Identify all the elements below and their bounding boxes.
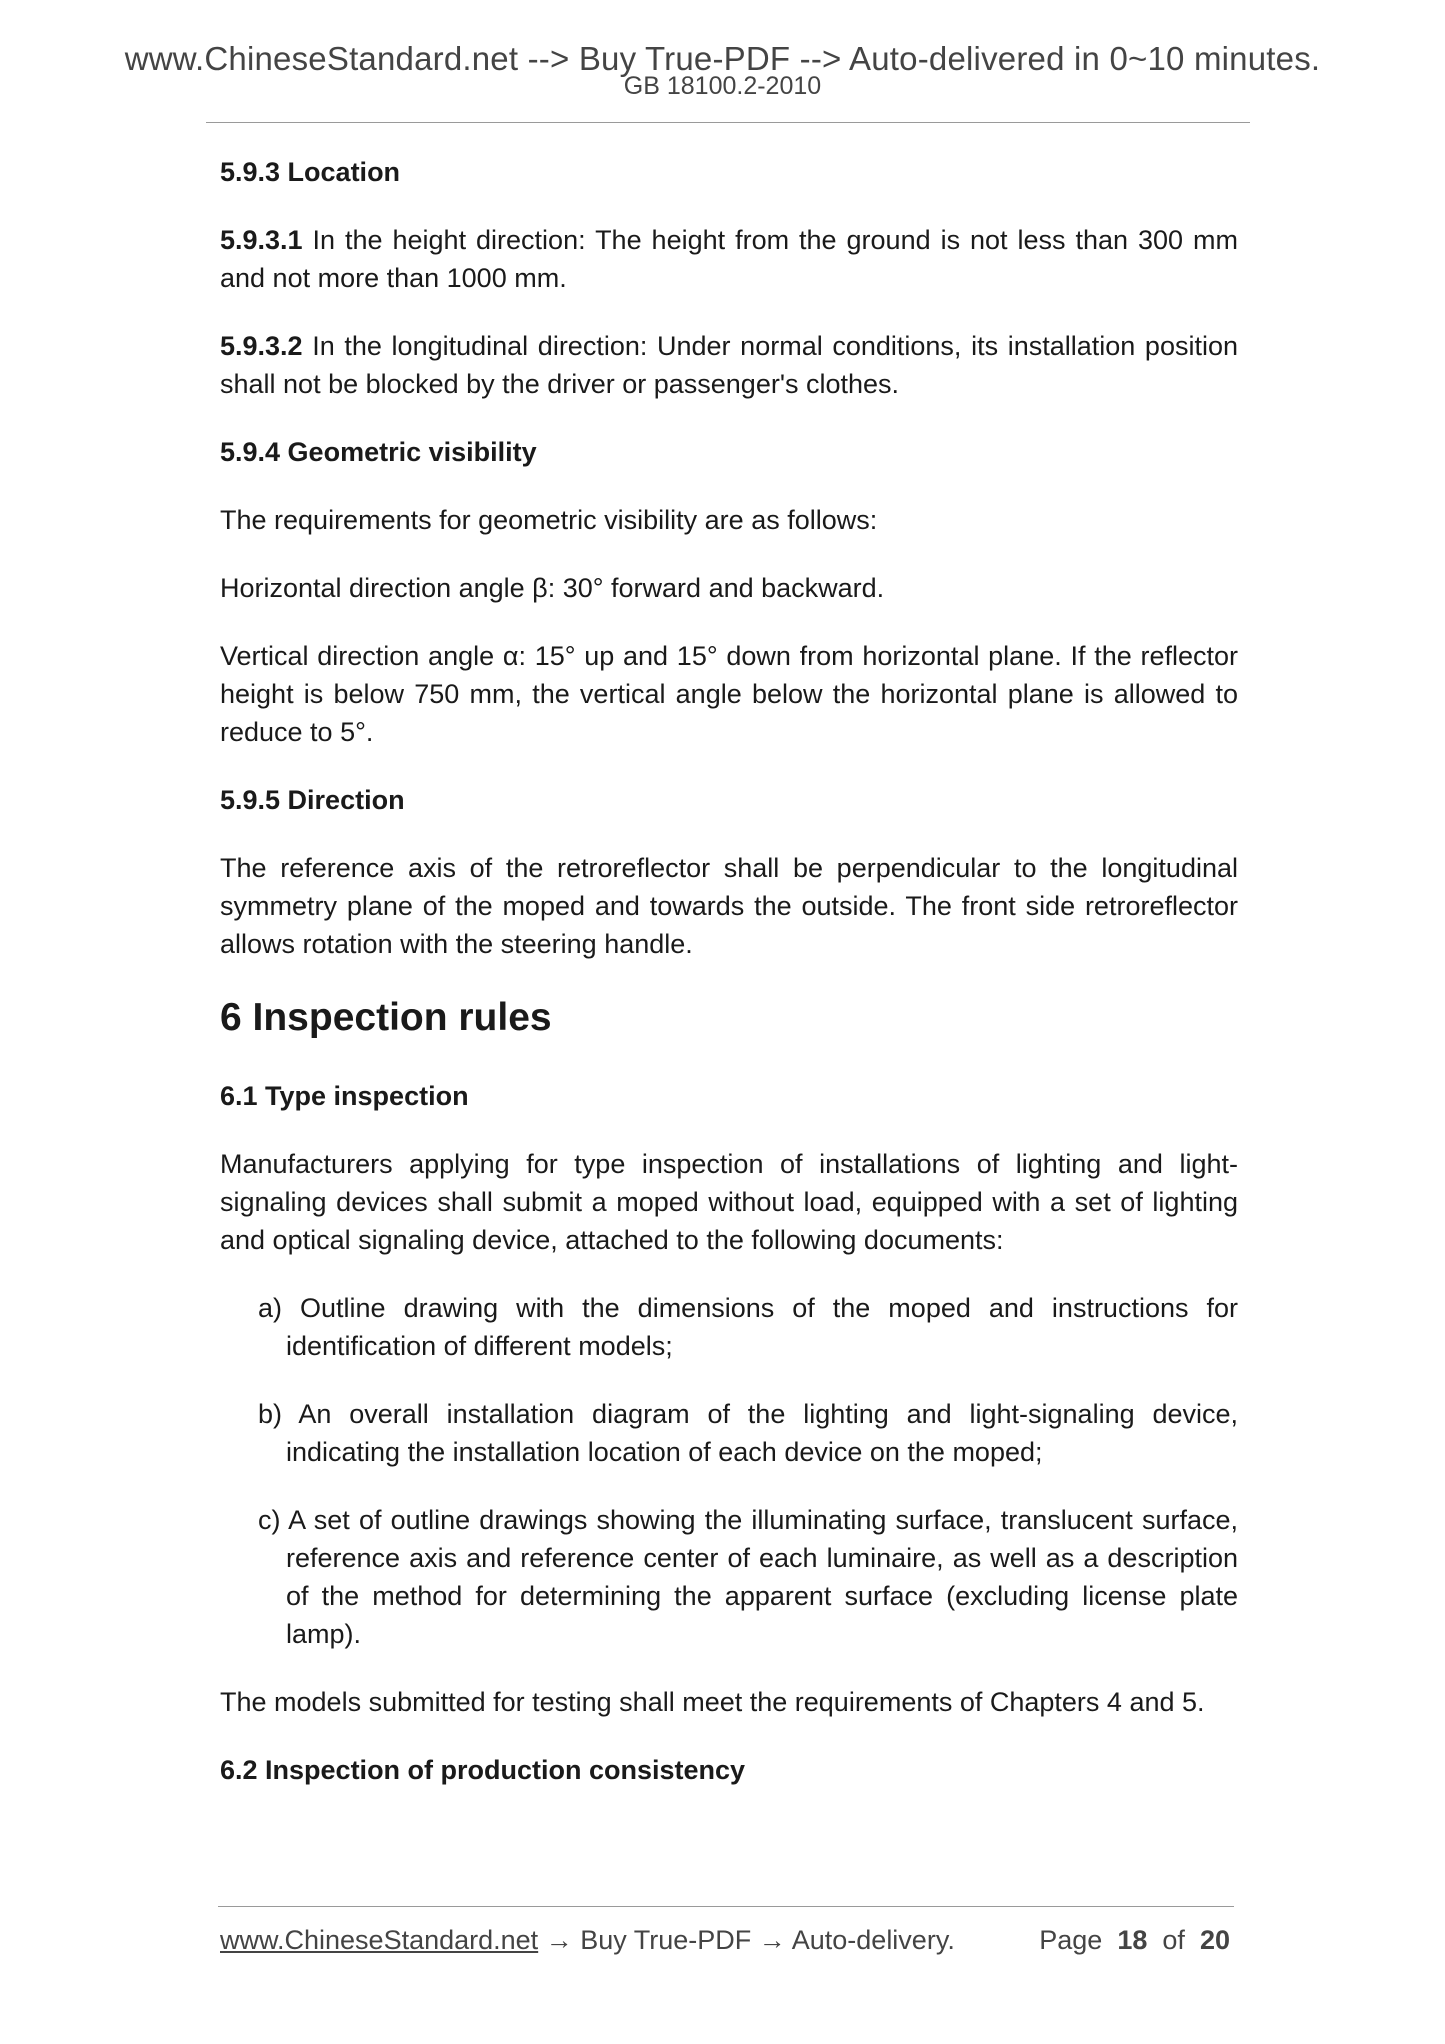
list-item: a) Outline drawing with the dimensions of the moped and instructions for identification of different models; — [258, 1293, 1238, 1361]
section-5-9-5-heading: 5.9.5 Direction — [220, 785, 405, 815]
list-item: c) A set of outline drawings showing the illuminating surface, translucent surface, reference axis and reference center of each luminaire, as well as a description of the method for determining the apparent surface (excluding license plate lamp). — [258, 1505, 1238, 1649]
page-footer — [220, 1925, 1230, 1956]
section-5-9-3-heading: 5.9.3 Location — [220, 157, 401, 187]
footer-divider — [218, 1906, 1234, 1907]
section-5-9-4-heading: 5.9.4 Geometric visibility — [220, 437, 537, 467]
paragraph: The reference axis of the retroreflector shall be perpendicular to the longitudinal symmetry plane of the moped and towards the outside. The front side retroreflector allows rotation with the steering handle. — [220, 853, 1238, 959]
delivery-text: → Buy True-PDF → Auto-delivery. — [538, 1925, 955, 1955]
current-page: 18 — [1117, 1925, 1148, 1955]
clause-5-9-3-1 — [220, 221, 1238, 297]
document-body — [220, 153, 1238, 1819]
section-6-1-heading: 6.1 Type inspection — [220, 1081, 469, 1111]
total-pages: 20 — [1199, 1925, 1230, 1955]
clause-number: 5.9.3.1 — [220, 225, 303, 255]
clause-text: In the longitudinal direction: Under normal conditions, its installation position shall not be blocked by the driver or passenger's clothes. — [220, 331, 1238, 399]
page-number: Page 18 of 20 — [1039, 1925, 1230, 1955]
clause-5-9-3-2 — [220, 327, 1238, 403]
header-divider — [206, 122, 1250, 123]
header-banner: www.ChineseStandard.net --> Buy True-PDF --> Auto-delivered in 0~10 minutes. — [124, 40, 1321, 77]
chapter-6-heading: 6 Inspection rules — [220, 996, 552, 1039]
paragraph: Manufacturers applying for type inspection of installations of lighting and light-signaling devices shall submit a moped without load, equipped with a set of lighting and optical signaling device, attached to the following documents: — [220, 1149, 1238, 1255]
paragraph: Vertical direction angle α: 15° up and 15° down from horizontal plane. If the reflector height is below 750 mm, the vertical angle below the horizontal plane is allowed to reduce to 5°. — [220, 641, 1238, 747]
footer-left — [220, 1925, 955, 1955]
standard-code: GB 18100.2-2010 — [623, 72, 822, 100]
paragraph: The models submitted for testing shall meet the requirements of Chapters 4 and 5. — [220, 1687, 1205, 1717]
paragraph: The requirements for geometric visibility are as follows: — [220, 505, 878, 535]
section-6-2-heading: 6.2 Inspection of production consistency — [220, 1755, 746, 1785]
paragraph: Horizontal direction angle β: 30° forward and backward. — [220, 573, 885, 603]
list-item: b) An overall installation diagram of the lighting and light-signaling device, indicating the installation location of each device on the moped; — [258, 1399, 1238, 1467]
website-link[interactable]: www.ChineseStandard.net — [220, 1925, 539, 1955]
clause-text: In the height direction: The height from the ground is not less than 300 mm and not more than 1000 mm. — [220, 225, 1238, 293]
clause-number: 5.9.3.2 — [220, 331, 303, 361]
